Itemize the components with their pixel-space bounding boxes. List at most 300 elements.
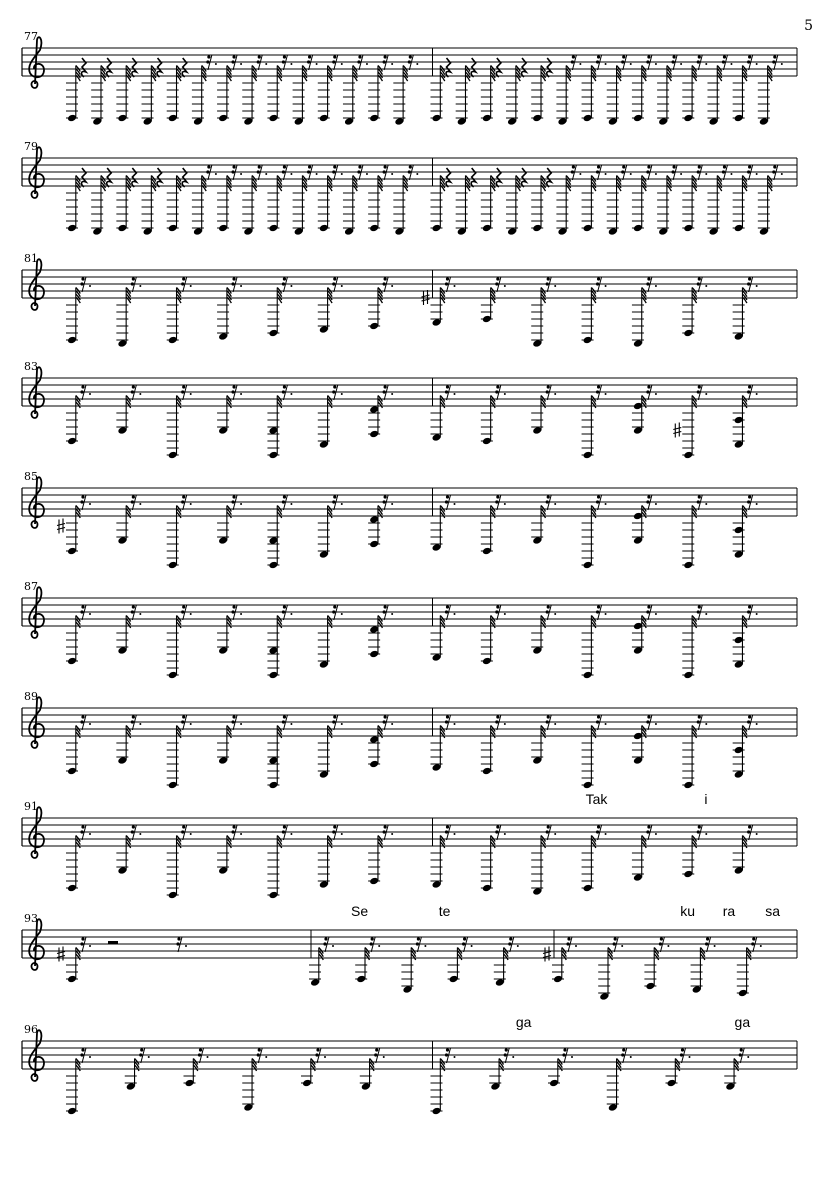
quarter-rest-icon	[446, 168, 450, 187]
quarter-rest-icon	[496, 58, 500, 77]
measure-number: 85	[24, 470, 38, 483]
sharp-icon	[422, 290, 430, 305]
rest-dot	[409, 165, 412, 168]
rest-dot	[647, 605, 650, 608]
augmentation-dot	[424, 945, 426, 947]
augmentation-dot	[240, 613, 242, 615]
rest-dot	[597, 605, 600, 608]
rest-dot	[622, 55, 625, 58]
rest-dot	[596, 282, 599, 285]
rest-dot	[283, 495, 286, 498]
rest-dot	[546, 610, 549, 613]
augmentation-dot	[316, 63, 318, 65]
rest-dot	[357, 170, 360, 173]
rest-dot	[324, 937, 327, 940]
rest-dot	[375, 1048, 378, 1051]
sharp-icon	[673, 423, 681, 438]
augmentation-dot	[290, 63, 292, 65]
augmentation-dot	[512, 1056, 514, 1058]
rest-dot	[597, 277, 600, 280]
augmentation-dot	[630, 1056, 632, 1058]
rest-dot	[723, 55, 726, 58]
augmentation-dot	[185, 945, 187, 947]
rest-dot	[332, 720, 335, 723]
rest-dot	[567, 937, 570, 940]
rest-dot	[231, 500, 234, 503]
augmentation-dot	[504, 833, 506, 835]
staff-system	[22, 791, 797, 899]
treble-clef-icon	[29, 919, 44, 970]
quarter-rest-icon	[522, 168, 526, 187]
rest-dot	[495, 720, 498, 723]
staff-system	[22, 903, 797, 1001]
rest-dot	[496, 277, 499, 280]
rest-dot	[384, 715, 387, 718]
augmentation-dot	[571, 1056, 573, 1058]
rest-dot	[383, 170, 386, 173]
rest-dot	[357, 60, 360, 63]
rest-dot	[181, 720, 184, 723]
rest-dot	[572, 165, 575, 168]
treble-clef-icon	[29, 807, 44, 858]
augmentation-dot	[655, 63, 657, 65]
augmentation-dot	[689, 1056, 691, 1058]
rest-dot	[371, 937, 374, 940]
rest-dot	[697, 610, 700, 613]
rest-dot	[323, 942, 326, 945]
rest-dot	[748, 495, 751, 498]
rest-dot	[597, 55, 600, 58]
treble-clef-icon	[29, 259, 44, 310]
rest-dot	[384, 55, 387, 58]
augmentation-dot	[605, 173, 607, 175]
rest-dot	[597, 825, 600, 828]
rest-dot	[307, 170, 310, 173]
augmentation-dot	[504, 393, 506, 395]
rest-dot	[182, 495, 185, 498]
augmentation-dot	[605, 723, 607, 725]
augmentation-dot	[554, 503, 556, 505]
augmentation-dot	[366, 173, 368, 175]
staff-system	[22, 690, 797, 789]
rest-dot	[316, 1048, 319, 1051]
augmentation-dot	[454, 1056, 456, 1058]
rest-dot	[384, 605, 387, 608]
augmentation-dot	[391, 63, 393, 65]
augmentation-dot	[89, 393, 91, 395]
augmentation-dot	[517, 945, 519, 947]
rest-dot	[131, 830, 134, 833]
rest-dot	[596, 390, 599, 393]
quarter-rest-icon	[446, 58, 450, 77]
measure-number: 91	[24, 800, 38, 813]
augmentation-dot	[89, 613, 91, 615]
rest-dot	[748, 715, 751, 718]
rest-dot	[572, 55, 575, 58]
rest-dot	[80, 942, 83, 945]
augmentation-dot	[605, 503, 607, 505]
rest-dot	[597, 715, 600, 718]
quarter-rest-icon	[107, 168, 111, 187]
rest-dot	[698, 277, 701, 280]
rest-dot	[697, 830, 700, 833]
rest-dot	[181, 830, 184, 833]
half-rest-icon	[108, 941, 118, 944]
rest-dot	[80, 282, 83, 285]
rest-dot	[307, 60, 310, 63]
rest-dot	[446, 715, 449, 718]
augmentation-dot	[756, 503, 758, 505]
rest-dot	[681, 1048, 684, 1051]
rest-dot	[417, 937, 420, 940]
rest-dot	[547, 605, 550, 608]
rest-dot	[409, 55, 412, 58]
rest-dot	[647, 385, 650, 388]
augmentation-dot	[378, 945, 380, 947]
rest-dot	[646, 60, 649, 63]
rest-dot	[132, 825, 135, 828]
rest-dot	[333, 605, 336, 608]
augmentation-dot	[341, 63, 343, 65]
augmentation-dot	[756, 285, 758, 287]
rest-dot	[257, 60, 260, 63]
rest-dot	[231, 170, 234, 173]
rest-dot	[646, 282, 649, 285]
quarter-rest-icon	[182, 168, 186, 187]
rest-dot	[445, 390, 448, 393]
rest-dot	[80, 500, 83, 503]
rest-dot	[547, 825, 550, 828]
page-number: 5	[804, 18, 813, 34]
augmentation-dot	[89, 833, 91, 835]
rest-dot	[332, 610, 335, 613]
treble-clef-icon	[29, 697, 44, 748]
rest-dot	[283, 385, 286, 388]
rest-dot	[283, 715, 286, 718]
rest-dot	[81, 385, 84, 388]
rest-dot	[495, 830, 498, 833]
rest-dot	[621, 60, 624, 63]
rest-dot	[257, 170, 260, 173]
quarter-rest-icon	[157, 168, 161, 187]
rest-dot	[181, 610, 184, 613]
rest-dot	[332, 830, 335, 833]
staff-system	[22, 252, 797, 348]
augmentation-dot	[454, 833, 456, 835]
rest-dot	[596, 60, 599, 63]
augmentation-dot	[391, 833, 393, 835]
rest-dot	[283, 165, 286, 168]
augmentation-dot	[655, 613, 657, 615]
rest-dot	[139, 1053, 142, 1056]
rest-dot	[206, 170, 209, 173]
rest-dot	[445, 720, 448, 723]
rest-dot	[722, 60, 725, 63]
rest-dot	[282, 830, 285, 833]
rest-dot	[546, 282, 549, 285]
rest-dot	[446, 385, 449, 388]
augmentation-dot	[240, 833, 242, 835]
sharp-icon	[57, 519, 65, 534]
rest-dot	[546, 500, 549, 503]
quarter-rest-icon	[82, 58, 86, 77]
rest-dot	[723, 165, 726, 168]
rest-dot	[80, 390, 83, 393]
quarter-rest-icon	[547, 58, 551, 77]
measure-number: 79	[24, 140, 38, 153]
rest-dot	[198, 1053, 201, 1056]
rest-dot	[232, 165, 235, 168]
rest-dot	[752, 937, 755, 940]
rest-dot	[697, 170, 700, 173]
augmentation-dot	[265, 173, 267, 175]
rest-dot	[748, 385, 751, 388]
rest-dot	[231, 390, 234, 393]
rest-dot	[697, 390, 700, 393]
rest-dot	[231, 60, 234, 63]
rest-dot	[131, 390, 134, 393]
augmentation-dot	[139, 613, 141, 615]
augmentation-dot	[139, 503, 141, 505]
quarter-rest-icon	[182, 58, 186, 77]
rest-dot	[596, 720, 599, 723]
rest-dot	[546, 720, 549, 723]
rest-dot	[282, 720, 285, 723]
rest-dot	[370, 942, 373, 945]
rest-dot	[547, 495, 550, 498]
augmentation-dot	[756, 723, 758, 725]
measure-number: 81	[24, 252, 38, 265]
rest-dot	[463, 937, 466, 940]
rest-dot	[496, 385, 499, 388]
rest-dot	[383, 610, 386, 613]
rest-dot	[231, 830, 234, 833]
quarter-rest-icon	[547, 168, 551, 187]
rest-dot	[747, 170, 750, 173]
augmentation-dot	[190, 393, 192, 395]
rest-dot	[282, 60, 285, 63]
rest-dot	[384, 385, 387, 388]
rest-dot	[647, 825, 650, 828]
augmentation-dot	[705, 173, 707, 175]
augmentation-dot	[471, 945, 473, 947]
rest-dot	[383, 390, 386, 393]
augmentation-dot	[605, 285, 607, 287]
rest-dot	[283, 605, 286, 608]
rest-dot	[383, 500, 386, 503]
augmentation-dot	[391, 723, 393, 725]
measure-number: 89	[24, 690, 38, 703]
rest-dot	[748, 277, 751, 280]
augmentation-dot	[89, 1056, 91, 1058]
rest-dot	[182, 825, 185, 828]
rest-dot	[258, 55, 261, 58]
augmentation-dot	[605, 63, 607, 65]
augmentation-dot	[290, 613, 292, 615]
augmentation-dot	[630, 173, 632, 175]
rest-dot	[698, 385, 701, 388]
rest-dot	[547, 277, 550, 280]
rest-dot	[374, 1053, 377, 1056]
rest-dot	[547, 715, 550, 718]
rest-dot	[773, 165, 776, 168]
measure-number: 83	[24, 360, 38, 373]
rest-dot	[748, 55, 751, 58]
rest-dot	[496, 715, 499, 718]
augmentation-dot	[504, 503, 506, 505]
rest-dot	[740, 1048, 743, 1051]
augmentation-dot	[240, 503, 242, 505]
rest-dot	[182, 605, 185, 608]
rest-dot	[747, 282, 750, 285]
rest-dot	[332, 282, 335, 285]
staff-system	[22, 140, 797, 236]
augmentation-dot	[756, 393, 758, 395]
augmentation-dot	[416, 173, 418, 175]
rest-dot	[206, 60, 209, 63]
rest-dot	[445, 500, 448, 503]
rest-dot	[509, 937, 512, 940]
augmentation-dot	[139, 393, 141, 395]
rest-dot	[495, 390, 498, 393]
augmentation-dot	[756, 833, 758, 835]
lyric-syllable: ra	[722, 903, 736, 919]
augmentation-dot	[655, 173, 657, 175]
rest-dot	[132, 385, 135, 388]
staff-system	[22, 360, 797, 459]
quarter-rest-icon	[522, 58, 526, 77]
rest-dot	[571, 170, 574, 173]
rest-dot	[383, 60, 386, 63]
augmentation-dot	[454, 613, 456, 615]
rest-dot	[232, 385, 235, 388]
rest-dot	[647, 715, 650, 718]
augmentation-dot	[290, 173, 292, 175]
rest-dot	[258, 1048, 261, 1051]
quarter-rest-icon	[471, 58, 475, 77]
rest-dot	[621, 1053, 624, 1056]
augmentation-dot	[341, 173, 343, 175]
augmentation-dot	[781, 63, 783, 65]
quarter-rest-icon	[496, 168, 500, 187]
rest-dot	[748, 605, 751, 608]
augmentation-dot	[655, 723, 657, 725]
rest-dot	[81, 825, 84, 828]
rest-dot	[596, 170, 599, 173]
rest-dot	[546, 830, 549, 833]
rest-dot	[384, 495, 387, 498]
augmentation-dot	[621, 945, 623, 947]
rest-dot	[282, 610, 285, 613]
rest-dot	[333, 165, 336, 168]
rest-dot	[383, 720, 386, 723]
augmentation-dot	[705, 393, 707, 395]
lyric-syllable: ga	[515, 1014, 532, 1030]
augmentation-dot	[781, 173, 783, 175]
rest-dot	[283, 55, 286, 58]
rest-dot	[80, 830, 83, 833]
rest-dot	[384, 277, 387, 280]
rest-dot	[496, 825, 499, 828]
rest-dot	[199, 1048, 202, 1051]
rest-dot	[647, 495, 650, 498]
staff-system	[22, 30, 797, 126]
rest-dot	[446, 277, 449, 280]
rest-dot	[748, 825, 751, 828]
augmentation-dot	[747, 1056, 749, 1058]
rest-dot	[680, 1053, 683, 1056]
rest-dot	[80, 1053, 83, 1056]
lyric-syllable: ku	[680, 903, 696, 919]
augmentation-dot	[756, 63, 758, 65]
augmentation-dot	[756, 173, 758, 175]
augmentation-dot	[554, 285, 556, 287]
augmentation-dot	[207, 1056, 209, 1058]
rest-dot	[496, 495, 499, 498]
augmentation-dot	[504, 723, 506, 725]
rest-dot	[504, 1053, 507, 1056]
augmentation-dot	[240, 393, 242, 395]
rest-dot	[333, 55, 336, 58]
rest-dot	[563, 1048, 566, 1051]
rest-dot	[495, 282, 498, 285]
rest-dot	[80, 610, 83, 613]
rest-dot	[445, 830, 448, 833]
rest-dot	[207, 55, 210, 58]
augmentation-dot	[341, 285, 343, 287]
rest-dot	[596, 500, 599, 503]
rest-dot	[706, 937, 709, 940]
augmentation-dot	[341, 613, 343, 615]
rest-dot	[673, 55, 676, 58]
augmentation-dot	[655, 393, 657, 395]
rest-dot	[646, 830, 649, 833]
augmentation-dot	[605, 393, 607, 395]
rest-dot	[622, 1048, 625, 1051]
augmentation-dot	[667, 945, 669, 947]
rest-dot	[332, 500, 335, 503]
measure-number: 87	[24, 580, 38, 593]
rest-dot	[646, 390, 649, 393]
rest-dot	[81, 495, 84, 498]
lyric-syllable: Tak	[585, 791, 608, 807]
augmentation-dot	[504, 285, 506, 287]
rest-dot	[659, 942, 662, 945]
augmentation-dot	[655, 503, 657, 505]
rest-dot	[315, 1053, 318, 1056]
rest-dot	[705, 942, 708, 945]
augmentation-dot	[341, 503, 343, 505]
rest-dot	[495, 500, 498, 503]
rest-dot	[358, 55, 361, 58]
rest-dot	[176, 942, 179, 945]
rest-dot	[773, 55, 776, 58]
rest-dot	[739, 1053, 742, 1056]
augmentation-dot	[290, 723, 292, 725]
augmentation-dot	[139, 723, 141, 725]
augmentation-dot	[605, 833, 607, 835]
quarter-rest-icon	[157, 58, 161, 77]
augmentation-dot	[316, 173, 318, 175]
quarter-rest-icon	[471, 168, 475, 187]
lyric-syllable: sa	[765, 903, 781, 919]
augmentation-dot	[714, 945, 716, 947]
staff-system	[22, 1014, 797, 1115]
rest-dot	[132, 495, 135, 498]
augmentation-dot	[265, 1056, 267, 1058]
augmentation-dot	[554, 393, 556, 395]
augmentation-dot	[240, 173, 242, 175]
